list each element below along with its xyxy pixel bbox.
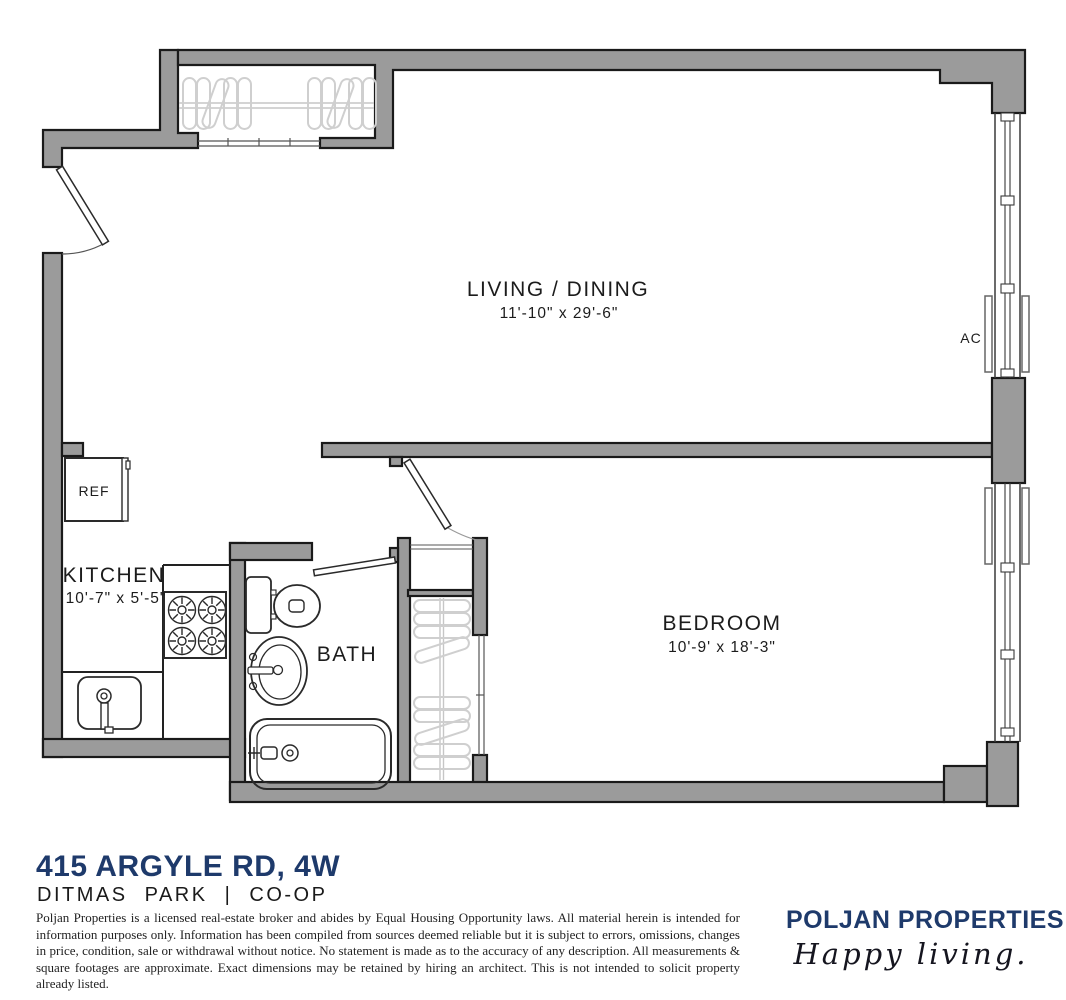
wall-segment: [178, 50, 1025, 148]
kitchen-label: KITCHEN: [62, 564, 166, 587]
door-swing-arc: [62, 243, 105, 254]
stove-burner: [199, 597, 226, 624]
wall-segment: [944, 766, 987, 802]
living-window: [995, 113, 1020, 378]
neighborhood-type: DITMAS PARK | CO-OP: [37, 884, 328, 906]
window-sash-tick: [1001, 284, 1014, 293]
wall-segment: [390, 457, 402, 466]
walls: [43, 50, 1025, 806]
wall-segment: [43, 50, 198, 167]
wall-segment: [230, 543, 312, 560]
wall-segment: [992, 378, 1025, 483]
bathtub: [248, 719, 391, 789]
bedroom-window: [995, 483, 1020, 742]
door-leaf: [404, 459, 451, 529]
ac-sleeve-bedroom: [985, 488, 1029, 564]
window-sash-tick: [1001, 563, 1014, 572]
sheet-footer: [0, 836, 1066, 1000]
window-sash-tick: [1001, 728, 1014, 736]
bath-door-leaf: [314, 557, 396, 576]
brand-block: [786, 906, 1064, 971]
stove-burner: [199, 628, 226, 655]
stove-burner: [169, 628, 196, 655]
bath-sink: [248, 637, 307, 705]
window-sash-tick: [1001, 113, 1014, 121]
legal-disclaimer: Poljan Properties is a licensed real-estate broker and abides by Equal Housing Opportunity laws. All material herein is intended for information purposes only. Information has been compiled from sources deemed reliable but it is subject to errors, omissions, changes in price, condition, sale or withdrawal without notice. No statement is made as to the accuracy of any description. All measurements & square footages are approximate. Exact dimensions may be retained by hiring an architect. This is not intended to solicit property already listed.: [36, 910, 740, 992]
wall-segment: [322, 443, 992, 457]
window-sash-tick: [1001, 650, 1014, 659]
wall-segment: [398, 538, 410, 795]
door-leaf: [57, 166, 109, 245]
kitchen-dims: 10'-7" x 5'-5": [65, 590, 167, 607]
bedroom-label: BEDROOM: [662, 612, 782, 635]
ref-label: REF: [78, 483, 110, 499]
bedroom-closet-clothes: [414, 600, 471, 769]
stove: [164, 592, 226, 658]
property-address: 415 ARGYLE RD, 4W: [36, 850, 341, 883]
bedroom-closet-sliding-door: [476, 635, 484, 755]
hall-closet-track: [410, 545, 473, 549]
entry-closet-sliding-door: [198, 138, 320, 146]
hall-door: [404, 459, 482, 541]
living-dining-label: LIVING / DINING: [466, 278, 650, 301]
wall-segment: [62, 443, 83, 456]
window-sash-tick: [1001, 196, 1014, 205]
living-dining-dims: 11'-10" x 29'-6": [499, 305, 619, 322]
kitchen-sink: [78, 677, 141, 733]
brand-logo-text: POLJAN PROPERTIES: [786, 906, 1064, 934]
ac-unit: [985, 296, 1029, 372]
ac-label: AC: [960, 330, 982, 346]
wall-segment: [408, 590, 473, 596]
tub-faucet: [261, 747, 277, 759]
bedroom-dims: 10'-9' x 18'-3": [668, 639, 776, 656]
tub-drain: [282, 745, 298, 761]
entry-door: [57, 166, 109, 254]
wall-segment: [987, 742, 1018, 806]
wall-segment: [43, 253, 62, 757]
stove-burner: [169, 597, 196, 624]
window-sash-tick: [1001, 369, 1014, 377]
wall-segment: [230, 543, 245, 800]
wall-segment: [43, 739, 245, 757]
brand-tagline: Happy living.: [793, 937, 1029, 971]
toilet: [246, 577, 320, 633]
wall-segment: [230, 782, 944, 802]
bath-label: BATH: [316, 643, 378, 666]
wall-segment: [473, 538, 487, 635]
